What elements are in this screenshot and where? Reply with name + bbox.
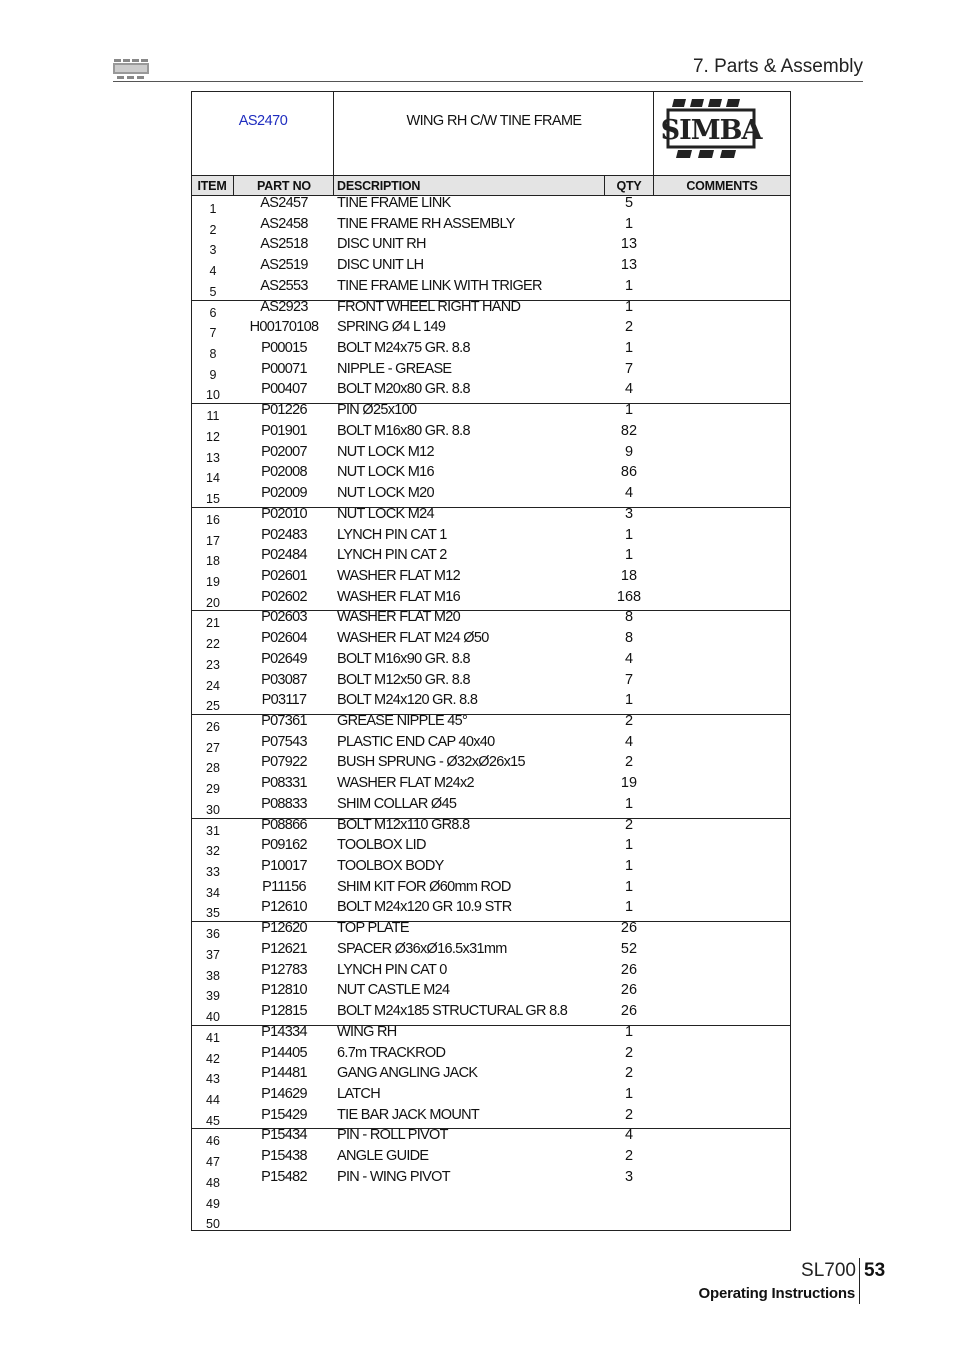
table-row xyxy=(192,1067,790,1088)
part-quantity: 1 xyxy=(624,837,634,854)
part-description: LYNCH PIN CAT 2 xyxy=(337,547,447,564)
part-quantity: 1 xyxy=(624,858,634,875)
item-number: 49 xyxy=(206,1196,220,1211)
page-number: 53 xyxy=(864,1260,886,1281)
table-row xyxy=(192,466,790,487)
item-number: 39 xyxy=(206,989,220,1004)
part-quantity: 9 xyxy=(624,443,634,460)
table-row xyxy=(192,715,790,736)
part-quantity: 1 xyxy=(624,340,634,357)
item-number: 12 xyxy=(206,429,220,444)
part-quantity: 8 xyxy=(624,630,634,647)
item-number: 42 xyxy=(206,1051,220,1066)
part-number: P02603 xyxy=(261,609,307,626)
part-description: TINE FRAME LINK xyxy=(337,195,451,211)
table-row xyxy=(192,632,790,653)
part-number: P02008 xyxy=(261,464,307,481)
part-number: P00407 xyxy=(261,381,307,398)
table-row xyxy=(192,1044,790,1068)
divider-code xyxy=(333,92,334,176)
part-description: SHIM KIT FOR Ø60mm ROD xyxy=(337,878,511,895)
item-number: 35 xyxy=(206,906,220,921)
simba-logo xyxy=(660,99,762,161)
table-row xyxy=(192,961,790,985)
part-number: P12810 xyxy=(261,982,307,999)
item-number: 15 xyxy=(206,492,220,507)
part-number: AS2458 xyxy=(260,215,308,232)
table-row xyxy=(192,342,790,363)
part-description: NUT LOCK M24 xyxy=(337,505,434,522)
part-number: P14334 xyxy=(261,1023,307,1040)
table-row xyxy=(192,650,790,674)
item-number: 21 xyxy=(206,616,220,631)
item-number: 9 xyxy=(209,367,217,382)
table-row xyxy=(192,611,790,632)
table-row xyxy=(192,298,790,322)
part-quantity: 1 xyxy=(624,526,634,543)
table-row xyxy=(192,1129,790,1150)
part-number: P11156 xyxy=(262,878,306,895)
part-number: P14629 xyxy=(261,1085,307,1102)
part-quantity: 13 xyxy=(620,236,638,253)
item-number: 28 xyxy=(206,761,220,776)
table-row xyxy=(192,901,790,922)
item-number: 29 xyxy=(206,782,220,797)
part-description: SPRING Ø4 L 149 xyxy=(337,319,446,336)
part-description: GREASE NIPPLE 45° xyxy=(337,713,468,729)
part-quantity: 1 xyxy=(624,878,634,895)
part-number: P15429 xyxy=(261,1106,307,1123)
table-row xyxy=(192,694,790,715)
table-row xyxy=(192,671,790,695)
part-description: LYNCH PIN CAT 1 xyxy=(337,526,447,543)
item-number: 5 xyxy=(209,284,217,299)
table-row xyxy=(192,940,790,964)
part-quantity: 7 xyxy=(624,671,634,688)
part-description: NUT LOCK M16 xyxy=(337,464,434,481)
item-number: 10 xyxy=(206,388,220,403)
part-number: AS2553 xyxy=(260,277,308,294)
section-title: 7. Parts & Assembly xyxy=(692,56,863,77)
part-description: BOLT M12x110 GR8.8 xyxy=(337,816,470,833)
item-number: 30 xyxy=(206,802,220,817)
part-number: AS2923 xyxy=(260,298,308,315)
item-number: 38 xyxy=(206,968,220,983)
part-description: BOLT M24x120 GR. 8.8 xyxy=(337,692,478,709)
item-number: 13 xyxy=(206,450,220,465)
header-description: DESCRIPTION xyxy=(337,179,421,193)
part-quantity: 7 xyxy=(624,360,634,377)
part-description: BOLT M24x120 GR 10.9 STR xyxy=(337,899,512,916)
table-row xyxy=(192,795,790,819)
simba-logo-small xyxy=(113,59,149,79)
part-description: NUT LOCK M12 xyxy=(337,443,434,460)
part-quantity: 1 xyxy=(624,692,634,709)
item-number: 37 xyxy=(206,947,220,962)
part-description: WASHER FLAT M16 xyxy=(337,588,460,605)
part-quantity: 1 xyxy=(624,1023,634,1040)
part-quantity: 1 xyxy=(624,277,634,294)
item-number: 43 xyxy=(206,1072,220,1087)
part-number: P02009 xyxy=(261,485,307,502)
part-number: P12610 xyxy=(261,899,307,916)
item-number: 17 xyxy=(206,533,220,548)
part-description: BUSH SPRUNG - Ø32xØ26x15 xyxy=(337,754,525,771)
part-quantity: 2 xyxy=(624,1044,634,1061)
table-row xyxy=(192,487,790,508)
part-description: 6.7m TRACKROD xyxy=(337,1044,446,1061)
part-description: WASHER FLAT M20 xyxy=(337,609,460,626)
part-quantity: 1 xyxy=(624,547,634,564)
part-quantity: 1 xyxy=(624,215,634,232)
part-quantity: 2 xyxy=(624,319,634,336)
part-quantity: 8 xyxy=(624,609,634,626)
table-row xyxy=(192,526,790,550)
table-row xyxy=(192,259,790,280)
footer-divider xyxy=(859,1258,860,1304)
item-number: 22 xyxy=(206,637,220,652)
part-number: P02483 xyxy=(261,526,307,543)
part-quantity: 26 xyxy=(620,920,638,937)
part-number: P07361 xyxy=(261,713,307,729)
part-quantity: 52 xyxy=(620,940,638,957)
part-quantity: 86 xyxy=(620,464,638,481)
item-number: 26 xyxy=(206,720,220,734)
part-description: PIN - WING PIVOT xyxy=(337,1168,450,1185)
table-row xyxy=(192,360,790,384)
part-quantity: 4 xyxy=(624,381,634,398)
part-quantity: 4 xyxy=(624,1127,634,1144)
item-number: 8 xyxy=(209,347,217,362)
item-number: 19 xyxy=(206,574,220,589)
part-number: P12620 xyxy=(261,920,307,937)
item-number: 16 xyxy=(206,512,220,527)
table-row xyxy=(192,816,790,840)
part-description: TINE FRAME LINK WITH TRIGER xyxy=(337,277,542,294)
table-row xyxy=(192,404,790,425)
table-row xyxy=(192,878,790,902)
table-row xyxy=(192,588,790,612)
table-row xyxy=(192,1150,790,1171)
part-description: LATCH xyxy=(337,1085,380,1102)
part-description: BOLT M24x75 GR. 8.8 xyxy=(337,340,470,357)
part-quantity: 19 xyxy=(620,775,638,792)
part-quantity: 3 xyxy=(624,505,634,522)
part-number: P14481 xyxy=(261,1065,307,1082)
part-number: P12815 xyxy=(261,1003,307,1020)
table-row xyxy=(192,984,790,1005)
part-number: AS2519 xyxy=(260,257,308,274)
part-number: P08866 xyxy=(261,816,307,833)
part-description: PIN - ROLL PIVOT xyxy=(337,1127,448,1144)
part-number: H00170108 xyxy=(249,319,319,336)
item-number: 7 xyxy=(209,326,217,341)
table-row xyxy=(192,277,790,301)
table-row xyxy=(192,215,790,239)
table-row xyxy=(192,1168,790,1192)
part-number: P15434 xyxy=(261,1127,307,1144)
item-number: 31 xyxy=(206,823,220,838)
header-qty: QTY xyxy=(616,179,642,193)
part-description: WING RH xyxy=(337,1023,397,1040)
table-row xyxy=(192,1005,790,1026)
part-quantity: 1 xyxy=(624,402,634,419)
table-row xyxy=(192,1192,790,1213)
part-number: P15482 xyxy=(261,1168,307,1185)
part-description: BOLT M16x80 GR. 8.8 xyxy=(337,422,470,439)
item-number: 32 xyxy=(206,844,220,859)
header-comments: COMMENTS xyxy=(686,179,758,193)
item-number: 18 xyxy=(206,554,220,569)
table-row xyxy=(192,860,790,881)
model-name: SL700 xyxy=(801,1260,856,1281)
table-row xyxy=(192,549,790,570)
part-description: SPACER Ø36xØ16.5x31mm xyxy=(337,940,507,957)
table-row xyxy=(192,1106,790,1130)
item-number: 50 xyxy=(206,1217,220,1232)
footer-subtitle: Operating Instructions xyxy=(698,1285,855,1302)
parts-table xyxy=(191,91,791,1231)
part-number: P12621 xyxy=(261,940,307,957)
part-quantity: 4 xyxy=(624,485,634,502)
divider-logo xyxy=(653,92,654,176)
item-number: 36 xyxy=(206,927,220,942)
part-quantity: 4 xyxy=(624,733,634,750)
item-number: 34 xyxy=(206,885,220,900)
part-quantity: 2 xyxy=(624,1148,634,1165)
table-row xyxy=(192,443,790,467)
part-description: SHIM COLLAR Ø45 xyxy=(337,795,457,812)
part-number: P07543 xyxy=(261,733,307,750)
table-row xyxy=(192,422,790,446)
part-quantity: 1 xyxy=(624,1085,634,1102)
part-description: BOLT M24x185 STRUCTURAL GR 8.8 xyxy=(337,1003,568,1020)
table-row xyxy=(192,238,790,259)
item-number: 47 xyxy=(206,1155,220,1170)
part-description: TOOLBOX BODY xyxy=(337,858,444,875)
part-description: TOOLBOX LID xyxy=(337,837,426,854)
part-quantity: 5 xyxy=(624,195,634,211)
part-number: P02010 xyxy=(261,505,307,522)
part-number: P08331 xyxy=(261,775,307,792)
part-description: DISC UNIT RH xyxy=(337,236,426,253)
part-quantity: 82 xyxy=(620,422,638,439)
item-number: 45 xyxy=(206,1113,220,1128)
part-number: P07922 xyxy=(261,754,307,771)
table-row xyxy=(192,922,790,943)
part-description: WASHER FLAT M12 xyxy=(337,567,460,584)
item-number: 11 xyxy=(206,409,220,424)
part-number: P03087 xyxy=(261,671,307,688)
part-quantity: 13 xyxy=(620,257,638,274)
assembly-code: AS2470 xyxy=(238,113,288,129)
part-number: P12783 xyxy=(261,961,307,978)
header-divider xyxy=(113,81,863,82)
part-description: TINE FRAME RH ASSEMBLY xyxy=(337,215,515,232)
item-number: 23 xyxy=(206,657,220,672)
item-number: 40 xyxy=(206,1010,220,1025)
part-number: P03117 xyxy=(261,692,307,709)
part-quantity: 26 xyxy=(620,961,638,978)
part-number: AS2518 xyxy=(260,236,308,253)
part-description: WASHER FLAT M24 Ø50 xyxy=(337,630,489,647)
item-number: 33 xyxy=(206,865,220,880)
part-quantity: 3 xyxy=(624,1168,634,1185)
assembly-description: WING RH C/W TINE FRAME xyxy=(406,113,582,129)
part-description: GANG ANGLING JACK xyxy=(337,1065,478,1082)
item-number: 46 xyxy=(206,1134,220,1149)
table-row xyxy=(192,839,790,860)
part-number: P02602 xyxy=(261,588,307,605)
part-description: NUT CASTLE M24 xyxy=(337,982,450,999)
part-number: P15438 xyxy=(261,1148,307,1165)
table-row xyxy=(192,777,790,798)
part-description: NUT LOCK M20 xyxy=(337,485,434,502)
part-quantity: 18 xyxy=(620,567,638,584)
part-description: LYNCH PIN CAT 0 xyxy=(337,961,447,978)
part-quantity: 2 xyxy=(624,713,634,729)
part-number: P00071 xyxy=(261,360,307,377)
part-quantity: 4 xyxy=(624,650,634,667)
item-number: 25 xyxy=(206,699,220,714)
item-number: 3 xyxy=(209,243,217,258)
item-number: 20 xyxy=(206,595,220,610)
part-number: P01226 xyxy=(261,402,307,419)
part-number: P00015 xyxy=(261,340,307,357)
part-description: PLASTIC END CAP 40x40 xyxy=(337,733,495,750)
part-number: P14405 xyxy=(261,1044,307,1061)
part-number: P09162 xyxy=(261,837,307,854)
part-number: P08833 xyxy=(261,795,307,812)
item-number: 2 xyxy=(209,222,217,237)
table-row xyxy=(192,733,790,757)
item-number: 24 xyxy=(206,678,220,693)
table-row xyxy=(192,756,790,777)
table-row xyxy=(192,567,790,591)
item-number: 44 xyxy=(206,1092,220,1107)
header-part-no: PART NO xyxy=(257,179,311,193)
part-description: BOLT M12x50 GR. 8.8 xyxy=(337,671,470,688)
item-number: 41 xyxy=(206,1030,220,1045)
part-number: P02007 xyxy=(261,443,307,460)
part-quantity: 168 xyxy=(616,588,642,605)
part-quantity: 26 xyxy=(620,1003,638,1020)
part-quantity: 2 xyxy=(624,754,634,771)
item-number: 1 xyxy=(209,202,217,216)
part-quantity: 2 xyxy=(624,816,634,833)
part-description: DISC UNIT LH xyxy=(337,257,424,274)
part-number: AS2457 xyxy=(260,195,308,211)
part-quantity: 1 xyxy=(624,795,634,812)
part-quantity: 2 xyxy=(624,1065,634,1082)
column-headers xyxy=(192,176,790,196)
part-quantity: 1 xyxy=(624,298,634,315)
table-row xyxy=(192,1085,790,1109)
part-description: FRONT WHEEL RIGHT HAND xyxy=(337,298,521,315)
part-description: ANGLE GUIDE xyxy=(337,1148,429,1165)
item-number: 6 xyxy=(209,305,217,320)
part-description: TIE BAR JACK MOUNT xyxy=(337,1106,480,1123)
part-quantity: 2 xyxy=(624,1106,634,1123)
item-number: 4 xyxy=(209,264,217,279)
item-number: 27 xyxy=(206,740,220,755)
item-number: 48 xyxy=(206,1175,220,1190)
part-description: WASHER FLAT M24x2 xyxy=(337,775,474,792)
item-number: 14 xyxy=(206,471,220,486)
part-description: TOP PLATE xyxy=(337,920,409,937)
header-item: ITEM xyxy=(197,179,227,193)
part-description: NIPPLE - GREASE xyxy=(337,360,452,377)
part-number: P01901 xyxy=(261,422,307,439)
table-row xyxy=(192,1023,790,1047)
part-number: P02604 xyxy=(261,630,307,647)
table-row xyxy=(192,321,790,342)
table-row xyxy=(192,197,790,218)
part-number: P02649 xyxy=(261,650,307,667)
part-description: PIN Ø25x100 xyxy=(337,402,417,419)
part-number: P02601 xyxy=(261,567,307,584)
part-quantity: 26 xyxy=(620,982,638,999)
table-row xyxy=(192,505,790,529)
part-quantity: 1 xyxy=(624,899,634,916)
part-description: BOLT M20x80 GR. 8.8 xyxy=(337,381,470,398)
table-row xyxy=(192,1212,790,1233)
part-description: BOLT M16x90 GR. 8.8 xyxy=(337,650,470,667)
table-row xyxy=(192,383,790,404)
simba-logo-text: SIMBA xyxy=(660,115,762,146)
assembly-header xyxy=(192,92,790,176)
part-number: P02484 xyxy=(261,547,307,564)
part-number: P10017 xyxy=(261,858,307,875)
